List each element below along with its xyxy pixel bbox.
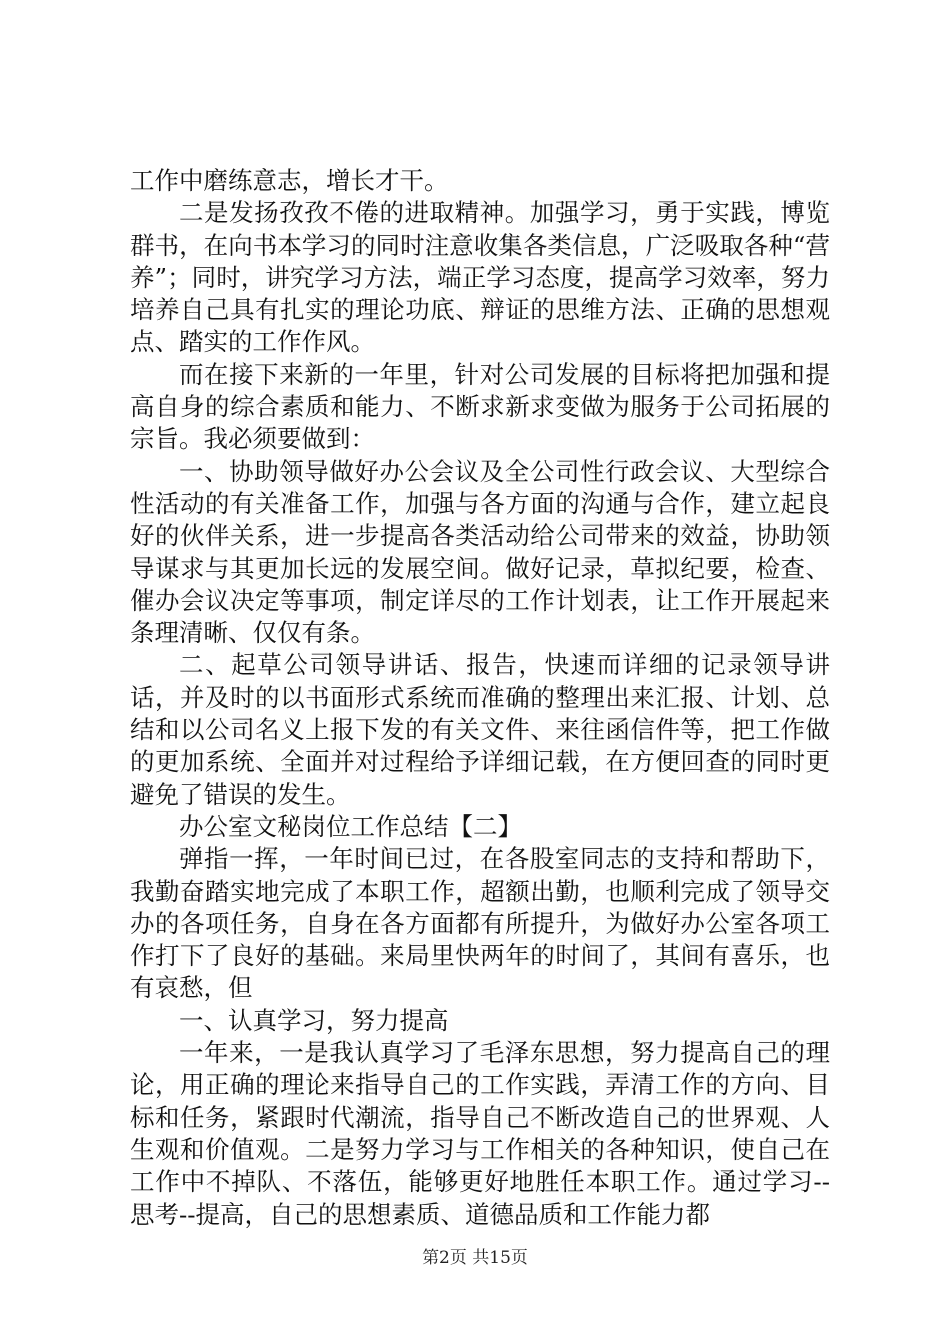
subsection-heading: 一、认真学习，努力提高 [179,1005,449,1035]
paragraph-3: 而在接下来新的一年里，针对公司发展的目标将把加强和提高自身的综合素质和能力、不断求新求变做为服务于公司拓展的宗旨。我必须要做到： [130,359,830,454]
paragraph-5: 二、起草公司领导讲话、报告，快速而详细的记录领导讲话，并及时的以书面形式系统而准确的整理出来汇报、计划、总结和以公司名义上报下发的有关文件、来往函信件等，把工作做的更加系统、全面并对过程给予详细记载，在方便回查的同时更避免了错误的发生。 [130,650,830,809]
paragraph-4: 一、协助领导做好办公会议及全公司性行政会议、大型综合性活动的有关准备工作，加强与各方面的沟通与合作，建立起良好的伙伴关系，进一步提高各类活动给公司带来的效益，协助领导谋求与其更加长远的发展空间。做好记录，草拟纪要，检查、催办会议决定等事项，制定详尽的工作计划表，让工作开展起来条理清晰、仅仅有条。 [130,456,830,648]
paragraph-2: 二是发扬孜孜不倦的进取精神。加强学习，勇于实践，博览群书，在向书本学习的同时注意收集各类信息，广泛吸取各种“营养”；同时，讲究学习方法，端正学习态度，提高学习效率，努力培养自己具有扎实的理论功底、辩证的思维方法、正确的思想观点、踏实的工作作风。 [130,198,830,357]
paragraph-6: 弹指一挥，一年时间已过，在各股室同志的支持和帮助下，我勤奋踏实地完成了本职工作，超额出勤，也顺利完成了领导交办的各项任务，自身在各方面都有所提升，为做好办公室各项工作打下了良好的基础。来局里快两年的时间了，其间有喜乐，也有哀愁，但 [130,844,830,1003]
page-number-footer: 第2页 共15页 [422,1248,528,1268]
document-body [130,165,830,1231]
paragraph-1: 工作中磨练意志，增长才干。 [130,166,449,195]
paragraph-7: 一年来，一是我认真学习了毛泽东思想，努力提高自己的理论，用正确的理论来指导自己的工作实践，弄清工作的方向、目标和任务，紧跟时代潮流，指导自己不断改造自己的世界观、人生观和价值观。二是努力学习与工作相关的各种知识，使自己在工作中不掉队、不落伍，能够更好地胜任本职工作。通过学习--思考--提高，自己的思想素质、道德品质和工作能力都 [130,1038,830,1229]
section-heading: 办公室文秘岗位工作总结【二】 [179,811,522,841]
